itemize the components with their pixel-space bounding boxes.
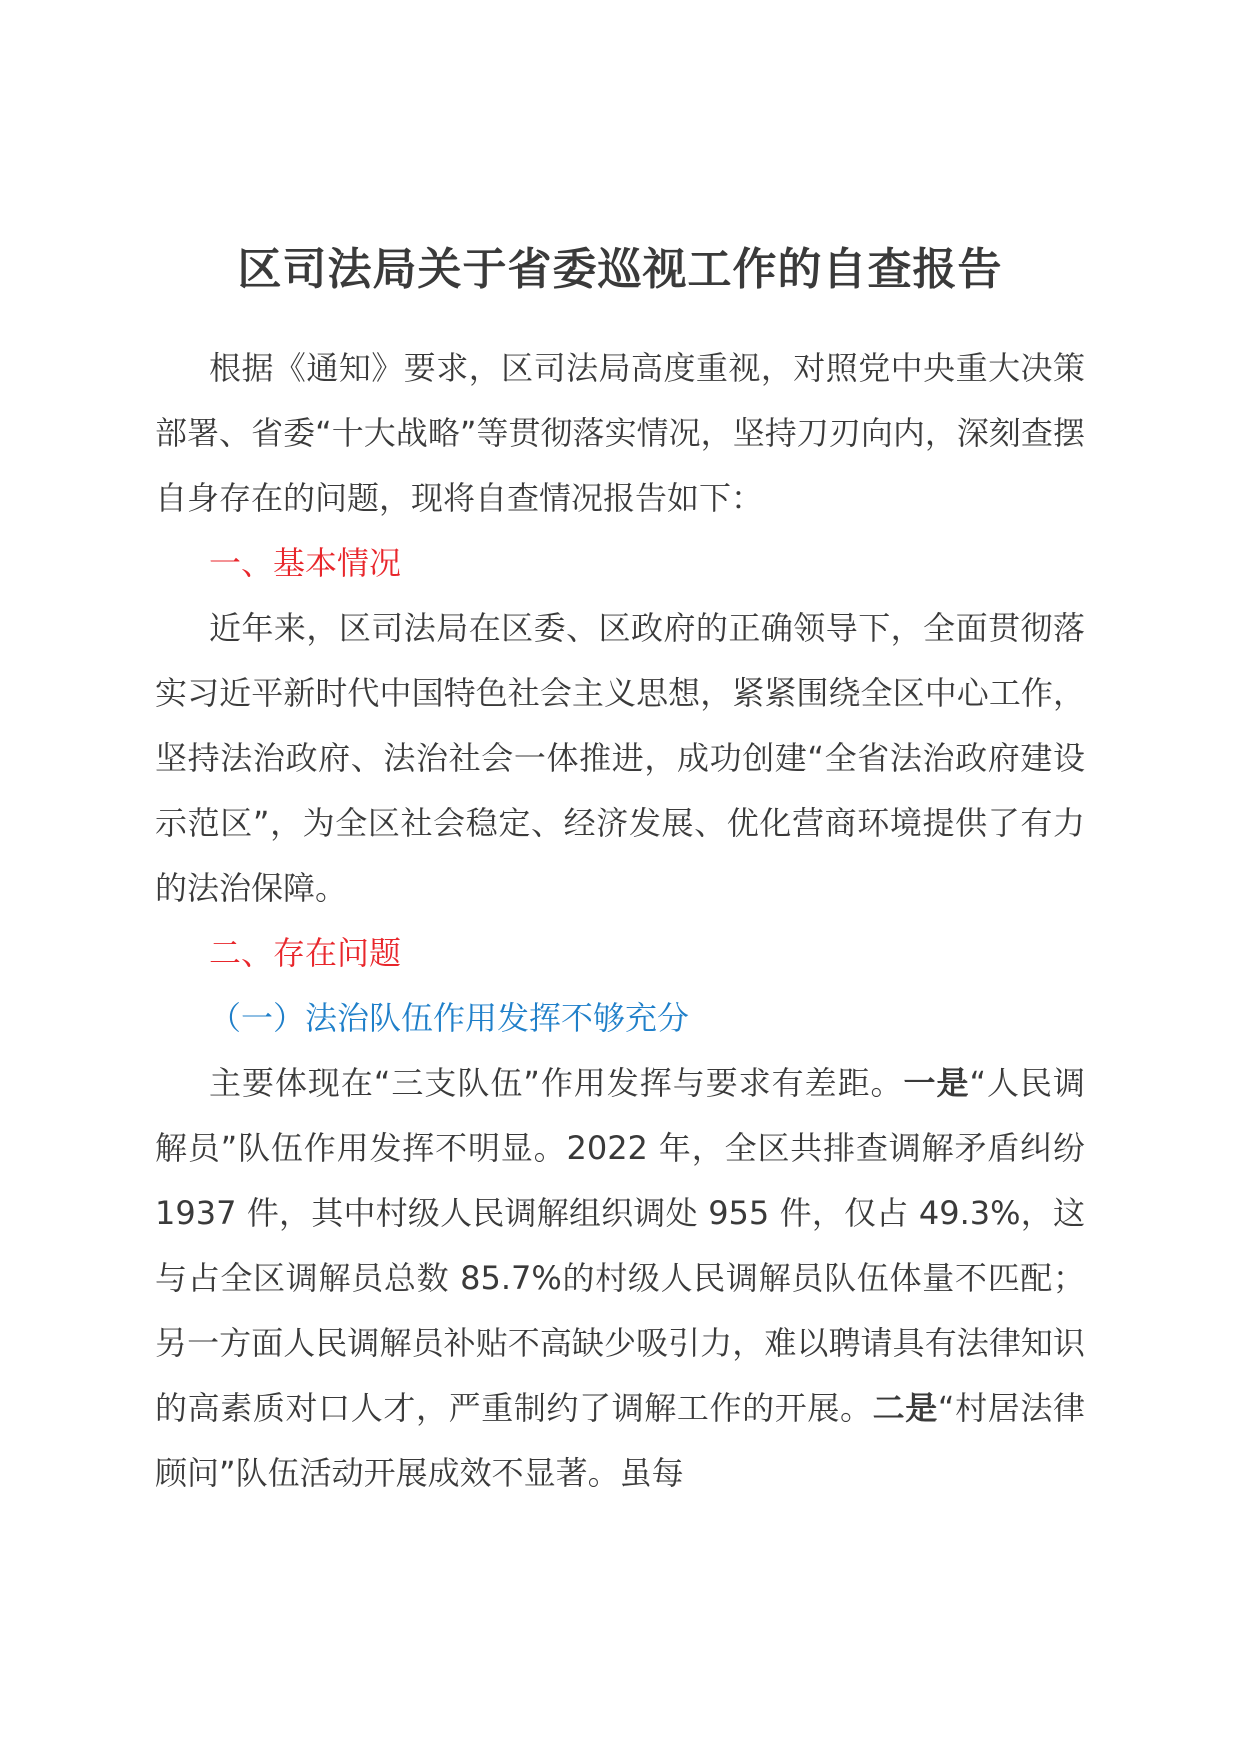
section-heading-basic-situation: 一、基本情况	[209, 544, 402, 582]
document-title: 区司法局关于省委巡视工作的自查报告	[237, 244, 1003, 295]
paragraph-text-b: “人民调解员”队伍作用发挥不明显。2022 年，全区共排查调解矛盾纠纷 1937 件，其中村级人民调解组织调处 955 件，仅占 49.3%，这与占全区调解员总数 85.7%的村级人民调解员队伍体量不匹配；另一方面人民调解员补贴不高缺少吸引力，难以聘请具有法律知识的高素质对口人才，严重制约了调解工作的开展。	[155, 1064, 1085, 1427]
document-page	[155, 240, 1085, 1506]
subsection-heading-legal-team: （一）法治队伍作用发挥不够充分	[209, 999, 690, 1037]
intro-paragraph: 根据《通知》要求，区司法局高度重视，对照党中央重大决策部署、省委“十大战略”等贯彻落实情况，坚持刀刃向内，深刻查摆自身存在的问题，现将自查情况报告如下：	[155, 349, 1085, 517]
bold-marker-second: 二是	[872, 1389, 938, 1427]
section-heading-existing-problems: 二、存在问题	[209, 934, 402, 972]
bold-marker-first: 一是	[903, 1064, 970, 1102]
basic-situation-paragraph: 近年来，区司法局在区委、区政府的正确领导下，全面贯彻落实习近平新时代中国特色社会主义思想，紧紧围绕全区中心工作，坚持法治政府、法治社会一体推进，成功创建“全省法治政府建设示范区”，为全区社会稳定、经济发展、优化营商环境提供了有力的法治保障。	[155, 609, 1085, 907]
paragraph-text-a: 主要体现在“三支队伍”作用发挥与要求有差距。	[209, 1064, 904, 1102]
paragraph-text-c: “村居法律顾问”队伍活动开展成效不显著。虽每	[155, 1389, 1085, 1492]
legal-team-paragraph	[155, 1051, 1085, 1506]
